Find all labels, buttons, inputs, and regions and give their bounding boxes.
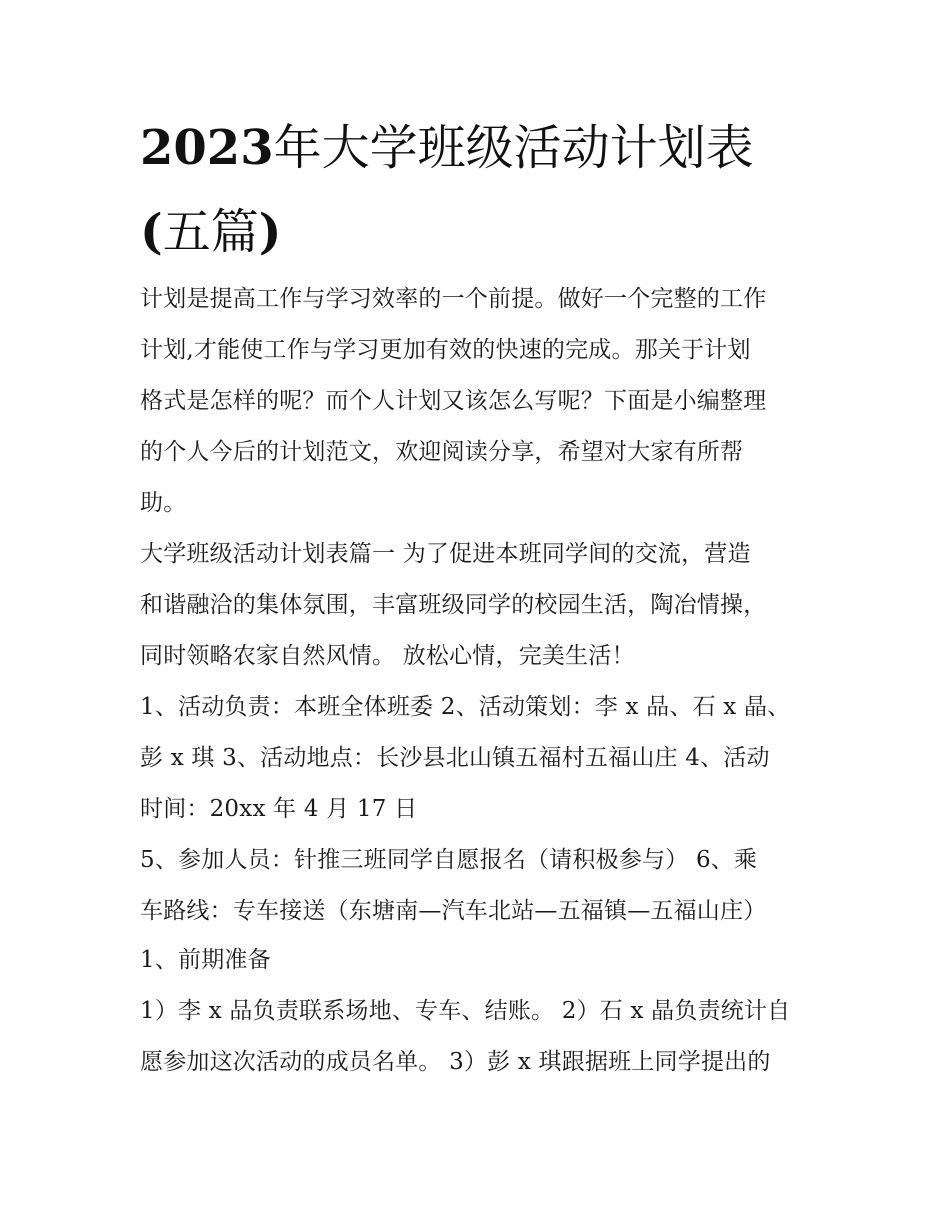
document-title-line-1 [140,120,820,176]
body-line-13: 车路线：专车接送（东塘南—汽车北站—五福镇—五福山庄） [140,898,767,924]
title-year: 2023 [140,120,274,176]
body-line-3: 格式是怎样的呢？而个人计划又该怎么写呢？下面是小编整理 [140,388,767,414]
body-line-7: 和谐融洽的集体氛围，丰富班级同学的校园生活，陶冶情操， [140,592,767,618]
body-line-10: 彭 x 琪 3、活动地点：长沙县北山镇五福村五福山庄 4、活动 [140,745,770,771]
body-line-15: 1）李 x 品负责联系场地、专车、结账。 2）石 x 晶负责统计自 [140,998,791,1024]
title-open-paren: ( [140,204,163,260]
body-line-11: 时间：20xx 年 4 月 17 日 [140,796,418,822]
title-text-2: 五篇 [162,204,259,260]
body-line-6: 大学班级活动计划表篇一 为了促进本班同学间的交流，营造 [140,541,751,567]
document-title-line-2 [140,204,820,260]
body-line-9: 1、活动负责：本班全体班委 2、活动策划：李 x 品、石 x 晶、 [140,694,791,720]
body-line-16: 愿参加这次活动的成员名单。 3）彭 x 琪跟据班上同学提出的 [140,1049,771,1075]
title-close-paren: ) [258,204,282,260]
body-line-1: 计划是提高工作与学习效率的一个前提。做好一个完整的工作 [140,286,767,312]
body-line-12: 5、参加人员：针推三班同学自愿报名（请积极参与） 6、乘 [140,847,758,873]
body-line-4: 的个人今后的计划范文，欢迎阅读分享，希望对大家有所帮 [140,439,744,465]
body-line-8: 同时领略农家自然风情。 放松心情，完美生活！ [140,643,635,669]
body-line-2: 计划,才能使工作与学习更加有效的快速的完成。那关于计划 [140,337,751,363]
title-text-1: 年大学班级活动计划表 [273,120,754,176]
body-line-5: 助。 [140,490,187,516]
body-line-14: 1、前期准备 [140,947,271,973]
